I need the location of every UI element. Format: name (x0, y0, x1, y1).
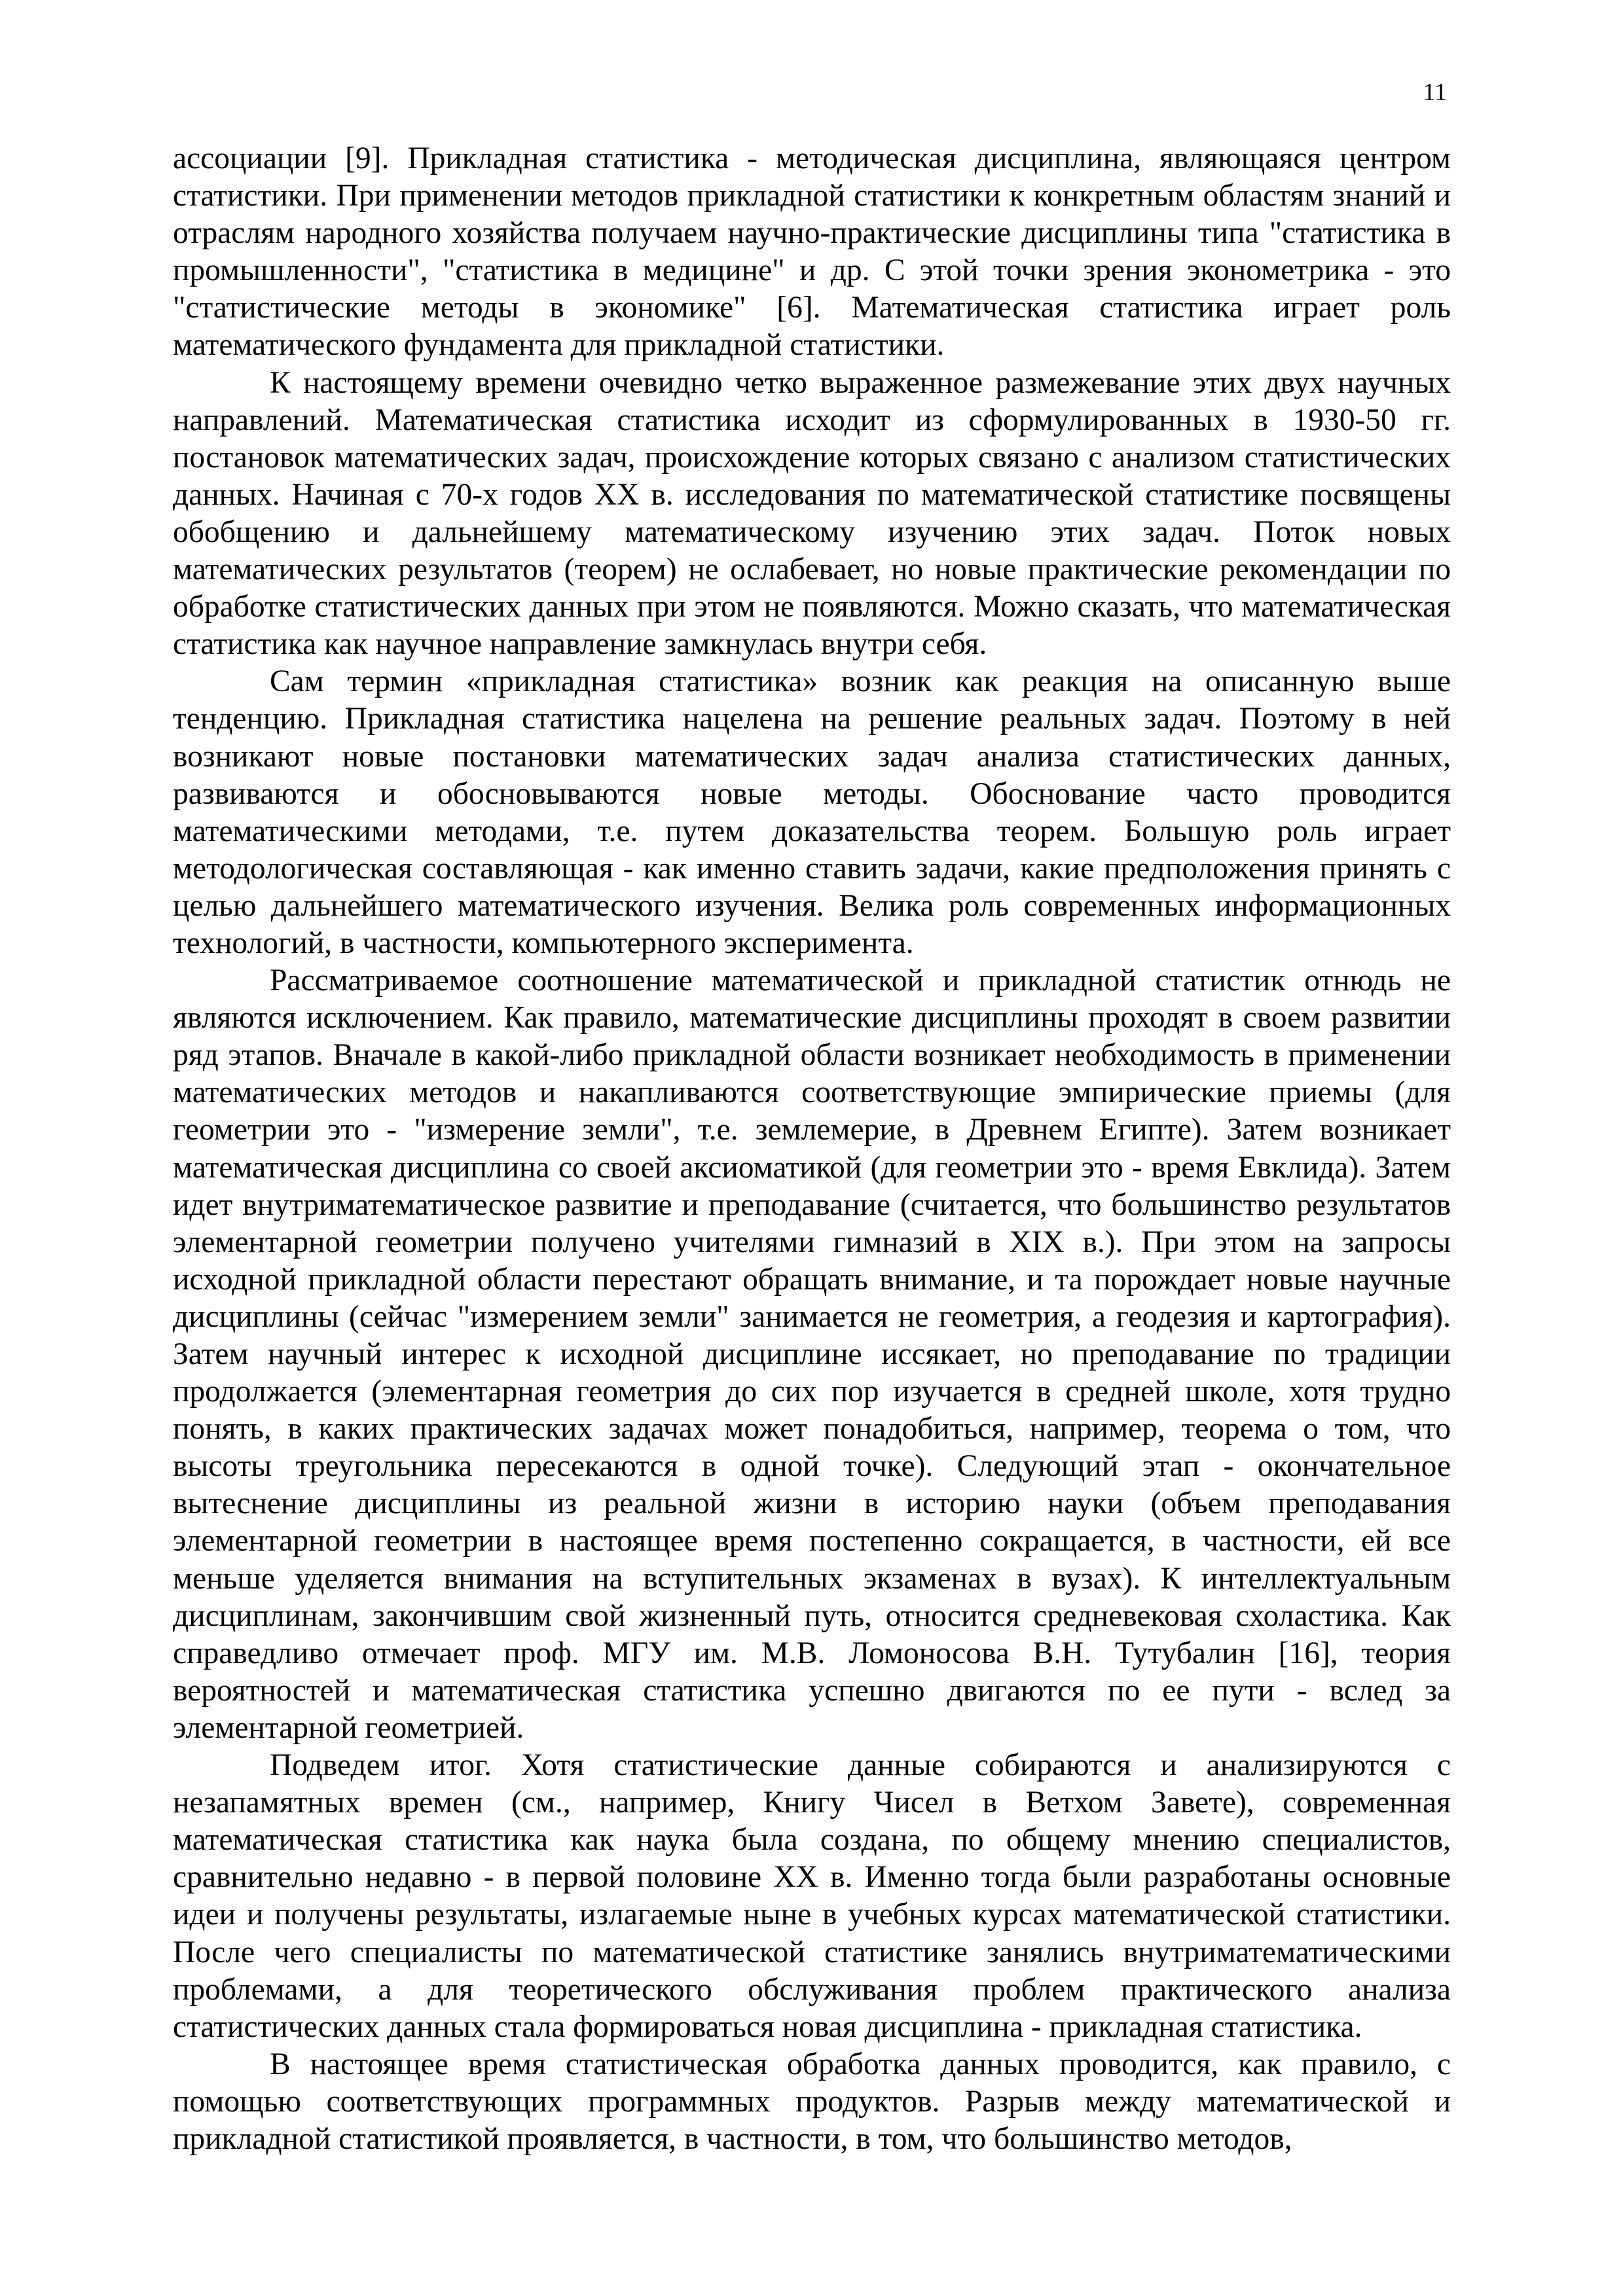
paragraph: К настоящему времени очевидно четко выраженное размежевание этих двух научных направлений. Математическая статистика исходит из сформулированных в 1930-50 гг. постановок математических задач, происхождение которых связано с анализом статистических данных. Начиная с 70-х годов XX в. исследования по математической статистике посвящены обобщению и дальнейшему математическому изучению этих задач. Поток новых математических результатов (теорем) не ослабевает, но новые практические рекомендации по обработке статистических данных при этом не появляются. Можно сказать, что математическая статистика как научное направление замкнулась внутри себя. (173, 365, 1451, 662)
paragraph: В настоящее время статистическая обработка данных проводится, как правило, с помощью соответствующих программных продуктов. Разрыв между математической и прикладной статистикой проявляется, в частности, в том, что большинство методов, (173, 2047, 1451, 2156)
paragraph: Подведем итог. Хотя статистические данные собираются и анализируются с незапамятных времен (см., например, Книгу Чисел в Ветхом Завете), современная математическая статистика как наука была создана, по общему мнению специалистов, сравнительно недавно - в первой половине XX в. Именно тогда были разработаны основные идеи и получены результаты, излагаемые ныне в учебных курсах математической статистики. После чего специалисты по математической статистике занялись внутриматематическими проблемами, а для теоретического обслуживания проблем практического анализа статистических данных стала формироваться новая дисциплина - прикладная статистика. (173, 1748, 1451, 2044)
page-number: 11 (1423, 79, 1447, 106)
paragraph: Сам термин «прикладная статистика» возник как реакция на описанную выше тенденцию. Прикладная статистика нацелена на решение реальных задач. Поэтому в ней возникают новые постановки математических задач анализа статистических данных, развиваются и обосновываются новые методы. Обоснование часто проводится математическими методами, т.е. путем доказательства теорем. Большую роль играет методологическая составляющая - как именно ставить задачи, какие предположения принять с целью дальнейшего математического изучения. Велика роль современных информационных технологий, в частности, компьютерного эксперимента. (173, 664, 1451, 960)
paragraph: Рассматриваемое соотношение математической и прикладной статистик отнюдь не являются исключением. Как правило, математические дисциплины проходят в своем развитии ряд этапов. Вначале в какой-либо прикладной области возникает необходимость в применении математических методов и накапливаются соответствующие эмпирические приемы (для геометрии это - "измерение земли", т.е. землемерие, в Древнем Египте). Затем возникает математическая дисциплина со своей аксиоматикой (для геометрии это - время Евклида). Затем идет внутриматематическое развитие и преподавание (считается, что большинство результатов элементарной геометрии получено учителями гимназий в XIX в.). При этом на запросы исходной прикладной области перестают обращать внимание, и та порождает новые научные дисциплины (сейчас "измерением земли" занимается не геометрия, а геодезия и картография). Затем научный интерес к исходной дисциплине иссякает, но преподавание по традиции продолжается (элементарная геометрия до сих пор изучается в средней школе, хотя трудно понять, в каких практических задачах может понадобиться, например, теорема о том, что высоты треугольника пересекаются в одной точке). Следующий этап - окончательное вытеснение дисциплины из реальной жизни в историю науки (объем преподавания элементарной геометрии в настоящее время постепенно сокращается, в частности, ей все меньше уделяется внимания на вступительных экзаменах в вузах). К интеллектуальным дисциплинам, закончившим свой жизненный путь, относится средневековая схоластика. Как справедливо отмечает проф. МГУ им. М.В. Ломоносова В.Н. Тутубалин [16], теория вероятностей и математическая статистика успешно двигаются по ее пути - вслед за элементарной геометрией. (173, 963, 1451, 1745)
body-text (173, 140, 1451, 2158)
paragraph-continuation: ассоциации [9]. Прикладная статистика - методическая дисциплина, являющаяся центром статистики. При применении методов прикладной статистики к конкретным областям знаний и отраслям народного хозяйства получаем научно-практические дисциплины типа "статистика в промышленности", "статистика в медицине" и др. С этой точки зрения эконометрика - это "статистические методы в экономике" [6]. Математическая статистика играет роль математического фундамента для прикладной статистики. (173, 141, 1451, 363)
